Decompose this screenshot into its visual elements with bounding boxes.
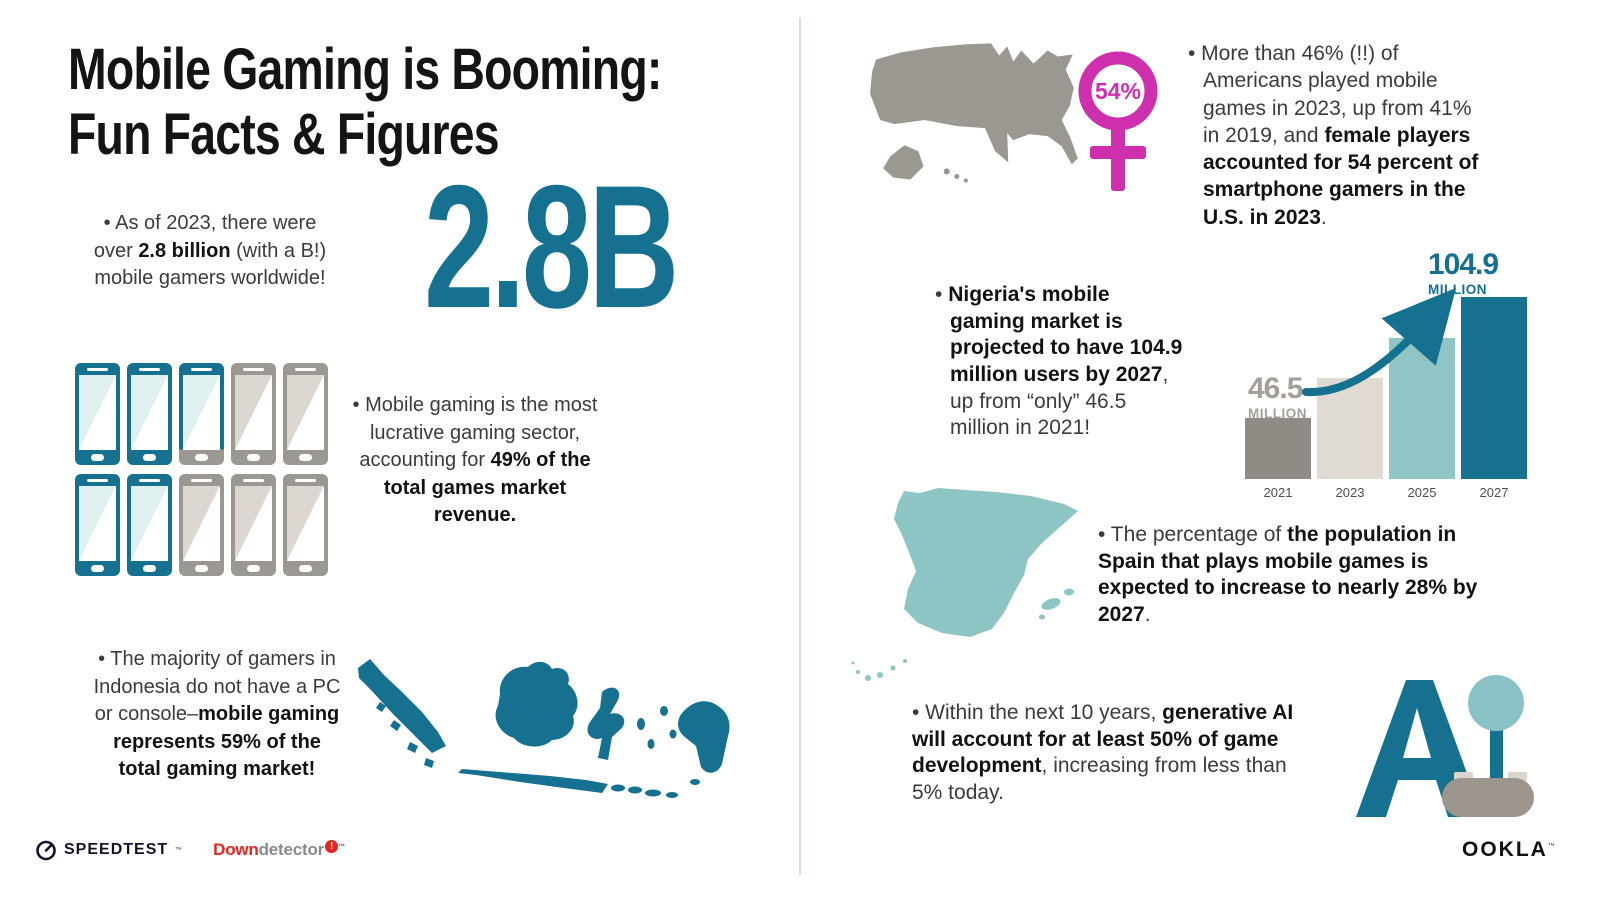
phone-screen — [131, 486, 168, 561]
phone-icon-teal — [75, 363, 120, 465]
fact-text: • Within the next 10 years, — [912, 701, 1163, 724]
downdetector-logo — [213, 840, 345, 860]
vertical-divider — [799, 18, 801, 875]
phone-screen — [131, 375, 168, 450]
bar-year-label: 2021 — [1263, 485, 1293, 500]
phone-icon-gray — [179, 474, 224, 576]
phone-speaker — [295, 368, 316, 371]
downdetector-word-detector: detector — [258, 840, 325, 859]
phone-icon-gray — [231, 474, 276, 576]
downdetector-alert-icon: ! — [325, 840, 338, 853]
page-title — [68, 38, 662, 168]
phone-screen — [287, 486, 324, 561]
fact-us-female — [1188, 40, 1488, 231]
phone-icon-partial — [179, 363, 224, 465]
phone-icon-gray — [283, 363, 328, 465]
speedtest-logo — [35, 839, 183, 861]
phone-home — [195, 454, 208, 461]
fact-text-bold: the population in Spain that plays mobile games is expected to increase to nearly 28% by 2027 — [1098, 523, 1478, 626]
phone-icon-teal — [75, 474, 120, 576]
phone-speaker — [139, 479, 160, 482]
title-line-2: Fun Facts & Figures — [68, 101, 499, 167]
speedtest-wordmark: SPEEDTEST — [64, 841, 169, 858]
chart-label-2021-value: 46.5 — [1248, 372, 1303, 405]
phone-icon-gray — [231, 363, 276, 465]
fact-gamers-worldwide — [85, 210, 335, 293]
fact-text-bold: 49% of the total games market revenue. — [383, 449, 591, 527]
phone-speaker — [139, 368, 160, 371]
fact-spain — [1098, 522, 1493, 629]
indonesia-map — [350, 654, 730, 802]
phone-home — [299, 565, 312, 572]
phone-screen — [235, 486, 272, 561]
fact-revenue — [350, 392, 600, 530]
phone-speaker — [87, 479, 108, 482]
phone-speaker — [243, 479, 264, 482]
phone-home — [91, 454, 104, 461]
us-map — [860, 35, 1100, 197]
fact-text-bold: 2.8 billion — [138, 239, 231, 262]
phone-home — [299, 454, 312, 461]
phone-speaker — [87, 368, 108, 371]
fact-nigeria — [935, 282, 1190, 442]
phone-home — [143, 565, 156, 572]
phone-icon-teal — [127, 474, 172, 576]
fact-text: . — [1144, 602, 1151, 626]
fact-text-bold: mobile gaming represents 59% of the total gaming market! — [113, 703, 340, 781]
ai-joystick-icon — [1338, 648, 1538, 820]
fact-text: • More than 46% (!!) of Americans played mobile games in 2023, up from 41% in 2019, and — [1188, 42, 1472, 147]
bar-year-label: 2025 — [1407, 485, 1437, 500]
phone-home — [195, 565, 208, 572]
phone-icon-gray — [283, 474, 328, 576]
female-symbol-icon — [1072, 45, 1168, 197]
title-line-1: Mobile Gaming is Booming: — [68, 37, 662, 102]
phone-speaker — [295, 479, 316, 482]
fact-text: • Mobile gaming is the most lucrative gaming sector, accounting for — [352, 394, 598, 472]
female-badge-percent: 54% — [1094, 78, 1142, 104]
footer-brands — [35, 839, 345, 861]
ookla-trademark: ™ — [1547, 843, 1557, 850]
fact-text: (with a B!) mobile gamers worldwide! — [94, 239, 327, 290]
fact-text: . — [1320, 205, 1327, 229]
phone-home — [143, 454, 156, 461]
phone-speaker — [191, 479, 212, 482]
fact-text: • The percentage of — [1098, 523, 1288, 546]
phone-screen — [79, 486, 116, 561]
chart-label-2027-value: 104.9 — [1428, 248, 1499, 281]
fact-text: • As of 2023, there were over — [93, 212, 317, 262]
bar-year-label: 2023 — [1335, 485, 1365, 500]
fact-text-bold: generative AI will account for at least 50% of game development — [912, 701, 1294, 778]
fact-text: • — [935, 283, 949, 306]
phones-grid — [75, 363, 328, 576]
fact-ai — [912, 700, 1312, 807]
fact-text-bold: female players accounted for 54 percent of smartphone gamers in the U.S. in 2023 — [1203, 123, 1479, 229]
big-stat-2-8b: 2.8B — [424, 150, 676, 345]
downdetector-trademark: ™ — [338, 843, 345, 851]
spain-map — [846, 470, 1091, 692]
phone-speaker — [191, 368, 212, 371]
chart-label-2021-unit: MILLION — [1248, 406, 1307, 421]
speedtest-gauge-icon — [35, 839, 57, 861]
bar-year-label: 2027 — [1479, 485, 1509, 500]
phone-home — [247, 454, 260, 461]
phone-home — [247, 565, 260, 572]
phone-screen — [287, 375, 324, 450]
phone-screen — [183, 486, 220, 561]
fact-text: • The majority of gamers in Indonesia do not have a PC or console– — [93, 648, 341, 726]
fact-indonesia — [92, 646, 342, 784]
fact-text: , increasing from less than 5% today. — [912, 754, 1287, 804]
nigeria-bar-chart — [1222, 248, 1532, 506]
fact-text: , up from “only” 46.5 million in 2021! — [950, 362, 1169, 440]
fact-text-bold: Nigeria's mobile gaming market is projected to have 104.9 million users by 2027 — [948, 283, 1183, 386]
phone-speaker — [243, 368, 264, 371]
chart-label-2027-unit: MILLION — [1428, 282, 1487, 297]
downdetector-word-down: Down — [213, 840, 259, 859]
phone-screen — [79, 375, 116, 450]
phone-screen — [235, 375, 272, 450]
phone-screen — [183, 375, 220, 450]
growth-arrow-icon — [1222, 248, 1532, 506]
speedtest-trademark: ™ — [175, 846, 184, 854]
ookla-wordmark: OOKLA — [1462, 838, 1548, 861]
phone-icon-teal — [127, 363, 172, 465]
ookla-logo — [1462, 838, 1557, 862]
phone-home — [91, 565, 104, 572]
